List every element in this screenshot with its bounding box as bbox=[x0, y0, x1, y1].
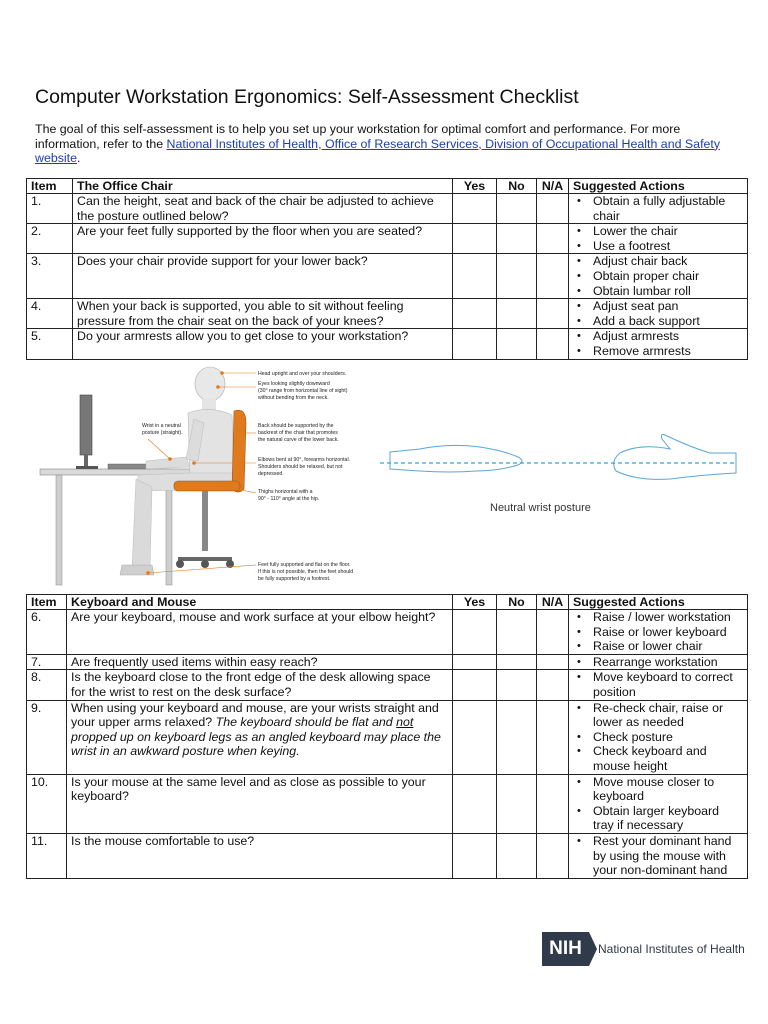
item-number: 10. bbox=[27, 774, 67, 833]
action-item: • Move keyboard to correct position bbox=[593, 670, 743, 699]
action-item: • Remove armrests bbox=[593, 344, 743, 359]
chair-backrest bbox=[232, 410, 246, 492]
question-note: propped up on keyboard legs as an angled keyboard may place the wrist in an awkward posture when keying. bbox=[71, 729, 441, 759]
callout-eyes: without bending from the neck. bbox=[258, 395, 329, 401]
no-cell[interactable] bbox=[497, 700, 537, 774]
na-cell[interactable] bbox=[537, 700, 569, 774]
nih-logo-mark: NIH bbox=[542, 932, 589, 966]
yes-cell[interactable] bbox=[453, 833, 497, 878]
question: Is your mouse at the same level and as close as possible to your keyboard? bbox=[67, 774, 453, 833]
question-text: When using your keyboard and mouse, are your wrists straight and your upper arms relaxed? bbox=[71, 700, 439, 730]
callout-thighs: 90° - 110° angle at the hip. bbox=[258, 496, 320, 502]
question: Does your chair provide support for your lower back? bbox=[73, 254, 453, 299]
yes-cell[interactable] bbox=[453, 329, 497, 359]
col-na: N/A bbox=[537, 179, 569, 194]
col-yes: Yes bbox=[453, 179, 497, 194]
callout-feet: be fully supported by a footrest. bbox=[258, 576, 331, 582]
action-item: • Raise or lower keyboard bbox=[593, 625, 743, 640]
callout-dot bbox=[221, 372, 224, 375]
table-row bbox=[27, 329, 748, 359]
item-number: 4. bbox=[27, 299, 73, 329]
callout-wrist: Wrist in a neutral bbox=[142, 423, 181, 429]
action-item: • Raise / lower workstation bbox=[593, 610, 743, 625]
yes-cell[interactable] bbox=[453, 670, 497, 700]
item-number: 11. bbox=[27, 833, 67, 878]
na-cell[interactable] bbox=[537, 329, 569, 359]
callout-dot bbox=[169, 458, 172, 461]
actions-cell bbox=[569, 299, 748, 329]
wrist-hand-left bbox=[390, 445, 522, 472]
person-forearm bbox=[146, 457, 190, 469]
na-cell[interactable] bbox=[537, 254, 569, 299]
no-cell[interactable] bbox=[497, 774, 537, 833]
col-actions: Suggested Actions bbox=[569, 595, 748, 610]
na-cell[interactable] bbox=[537, 299, 569, 329]
table-header-row bbox=[27, 595, 748, 610]
callout-dot bbox=[147, 572, 150, 575]
col-no: No bbox=[497, 179, 537, 194]
na-cell[interactable] bbox=[537, 224, 569, 254]
action-item: • Lower the chair bbox=[593, 224, 743, 239]
action-item: • Obtain larger keyboard tray if necessary bbox=[593, 804, 743, 833]
wrist-caption: Neutral wrist posture bbox=[490, 502, 591, 514]
intro-text: The goal of this self-assessment is to help you set up your workstation for optimal comfort and performance. For more information, refer to the bbox=[35, 122, 681, 151]
action-item: • Obtain a fully adjustable chair bbox=[593, 194, 743, 223]
action-item: • Use a footrest bbox=[593, 239, 743, 254]
col-item: Item bbox=[27, 179, 73, 194]
callout-thighs: Thighs horizontal with a bbox=[258, 489, 313, 495]
neutral-wrist-illustration bbox=[380, 425, 740, 525]
action-item: • Check keyboard and mouse height bbox=[593, 744, 743, 773]
col-item: Item bbox=[27, 595, 67, 610]
na-cell[interactable] bbox=[537, 194, 569, 224]
wrist-hand-right bbox=[614, 435, 736, 480]
action-item: • Adjust seat pan bbox=[593, 299, 743, 314]
action-item: • Adjust armrests bbox=[593, 329, 743, 344]
action-item: • Re-check chair, raise or lower as needed bbox=[593, 701, 743, 730]
monitor-stand bbox=[84, 455, 88, 467]
table-row bbox=[27, 254, 748, 299]
chair-post bbox=[202, 491, 208, 551]
col-topic: Keyboard and Mouse bbox=[67, 595, 453, 610]
callout-elbows: Elbows bent at 90°, forearms horizontal. bbox=[258, 457, 351, 463]
item-number: 8. bbox=[27, 670, 67, 700]
keyboard-mouse-table bbox=[26, 594, 748, 879]
na-cell[interactable] bbox=[537, 774, 569, 833]
table-row bbox=[27, 774, 748, 833]
actions-cell bbox=[569, 254, 748, 299]
action-item: • Obtain lumbar roll bbox=[593, 284, 743, 299]
desk-leg bbox=[56, 475, 62, 585]
question: Can the height, seat and back of the chair be adjusted to achieve the posture outlined below? bbox=[73, 194, 453, 224]
table-row bbox=[27, 610, 748, 655]
callout-back: backrest of the chair that promotes bbox=[258, 430, 338, 436]
callout-feet: If this is not possible, then the feet should bbox=[258, 569, 354, 575]
nih-logo-arrow bbox=[589, 932, 597, 966]
col-na: N/A bbox=[537, 595, 569, 610]
yes-cell[interactable] bbox=[453, 254, 497, 299]
question: Are frequently used items within easy reach? bbox=[67, 654, 453, 670]
table-row bbox=[27, 654, 748, 670]
action-item: • Rest your dominant hand by using the mouse with your non-dominant hand bbox=[593, 834, 743, 878]
item-number: 3. bbox=[27, 254, 73, 299]
table-row bbox=[27, 670, 748, 700]
no-cell[interactable] bbox=[497, 833, 537, 878]
actions-cell bbox=[569, 194, 748, 224]
action-item: • Adjust chair back bbox=[593, 254, 743, 269]
callout-eyes: (30° range from horizontal line of sight) bbox=[258, 388, 348, 394]
question: Is the mouse comfortable to use? bbox=[67, 833, 453, 878]
actions-cell bbox=[569, 774, 748, 833]
yes-cell[interactable] bbox=[453, 654, 497, 670]
seated-posture-diagram bbox=[38, 363, 438, 591]
no-cell[interactable] bbox=[497, 670, 537, 700]
no-cell[interactable] bbox=[497, 254, 537, 299]
actions-cell bbox=[569, 610, 748, 655]
callout-back: the natural curve of the lower back. bbox=[258, 437, 339, 443]
yes-cell[interactable] bbox=[453, 299, 497, 329]
table-row bbox=[27, 224, 748, 254]
actions-cell bbox=[569, 700, 748, 774]
table-row bbox=[27, 194, 748, 224]
question: Do your armrests allow you to get close to your workstation? bbox=[73, 329, 453, 359]
yes-cell[interactable] bbox=[453, 610, 497, 655]
person-lower-leg bbox=[132, 479, 152, 569]
item-number: 9. bbox=[27, 700, 67, 774]
callout-eyes: Eyes looking slightly downward bbox=[258, 381, 330, 387]
action-item: • Check posture bbox=[593, 730, 743, 745]
intro-paragraph bbox=[35, 122, 725, 166]
no-cell[interactable] bbox=[497, 329, 537, 359]
item-number: 7. bbox=[27, 654, 67, 670]
na-cell[interactable] bbox=[537, 610, 569, 655]
no-cell[interactable] bbox=[497, 610, 537, 655]
actions-cell bbox=[569, 654, 748, 670]
question bbox=[67, 700, 453, 774]
yes-cell[interactable] bbox=[453, 194, 497, 224]
callout-dot bbox=[217, 386, 220, 389]
chair-wheel bbox=[201, 560, 209, 568]
action-item: • Rearrange workstation bbox=[593, 655, 743, 670]
actions-cell bbox=[569, 224, 748, 254]
col-actions: Suggested Actions bbox=[569, 179, 748, 194]
yes-cell[interactable] bbox=[453, 774, 497, 833]
action-item: • Obtain proper chair bbox=[593, 269, 743, 284]
chair-seat bbox=[174, 481, 240, 491]
callout-elbows: Shoulders should be relaxed, but not bbox=[258, 464, 343, 470]
table-row bbox=[27, 299, 748, 329]
actions-cell bbox=[569, 329, 748, 359]
intro-end: . bbox=[77, 151, 81, 166]
desk-leg bbox=[166, 475, 172, 585]
callout-leader bbox=[148, 439, 170, 459]
question: Is the keyboard close to the front edge of the desk allowing space for the wrist to rest on the desk surface? bbox=[67, 670, 453, 700]
table-row bbox=[27, 833, 748, 878]
question: Are your feet fully supported by the floor when you are seated? bbox=[73, 224, 453, 254]
question-note-emphasis: not bbox=[396, 715, 414, 730]
yes-cell[interactable] bbox=[453, 700, 497, 774]
action-item: • Move mouse closer to keyboard bbox=[593, 775, 743, 804]
monitor-base bbox=[76, 466, 98, 469]
callout-feet: Feet fully supported and flat on the floor. bbox=[258, 562, 351, 568]
no-cell[interactable] bbox=[497, 224, 537, 254]
question-note: The keyboard should be flat and bbox=[215, 715, 393, 730]
nih-logo-text: National Institutes of Health bbox=[598, 942, 745, 956]
callout-back: Back should be supported by the bbox=[258, 423, 334, 429]
na-cell[interactable] bbox=[537, 654, 569, 670]
question: When your back is supported, you able to sit without feeling pressure from the chair seat on the back of your knees? bbox=[73, 299, 453, 329]
actions-cell bbox=[569, 833, 748, 878]
action-item: • Raise or lower chair bbox=[593, 639, 743, 654]
question: Are your keyboard, mouse and work surface at your elbow height? bbox=[67, 610, 453, 655]
table-header-row bbox=[27, 179, 748, 194]
callout-dot bbox=[241, 432, 244, 435]
no-cell[interactable] bbox=[497, 299, 537, 329]
col-yes: Yes bbox=[453, 595, 497, 610]
col-no: No bbox=[497, 595, 537, 610]
keyboard bbox=[108, 464, 150, 469]
item-number: 6. bbox=[27, 610, 67, 655]
callout-dot bbox=[193, 462, 196, 465]
no-cell[interactable] bbox=[497, 654, 537, 670]
page-title: Computer Workstation Ergonomics: Self-Assessment Checklist bbox=[35, 86, 579, 108]
actions-cell bbox=[569, 670, 748, 700]
item-number: 1. bbox=[27, 194, 73, 224]
na-cell[interactable] bbox=[537, 670, 569, 700]
dohs-website-link[interactable]: National Institutes of Health, Office of Research Services, Division of Occupational Health and Safety website bbox=[35, 136, 721, 166]
yes-cell[interactable] bbox=[453, 224, 497, 254]
callout-wrist: posture (straight). bbox=[142, 430, 183, 436]
office-chair-table bbox=[26, 178, 748, 360]
action-item: • Add a back support bbox=[593, 314, 743, 329]
na-cell[interactable] bbox=[537, 833, 569, 878]
item-number: 5. bbox=[27, 329, 73, 359]
col-topic: The Office Chair bbox=[73, 179, 453, 194]
table-row bbox=[27, 700, 748, 774]
item-number: 2. bbox=[27, 224, 73, 254]
callout-dot bbox=[217, 484, 220, 487]
no-cell[interactable] bbox=[497, 194, 537, 224]
monitor bbox=[80, 395, 92, 455]
callout-elbows: depressed. bbox=[258, 471, 284, 477]
chair-wheel bbox=[176, 560, 184, 568]
callout-head: Head upright and over your shoulders. bbox=[258, 371, 347, 377]
